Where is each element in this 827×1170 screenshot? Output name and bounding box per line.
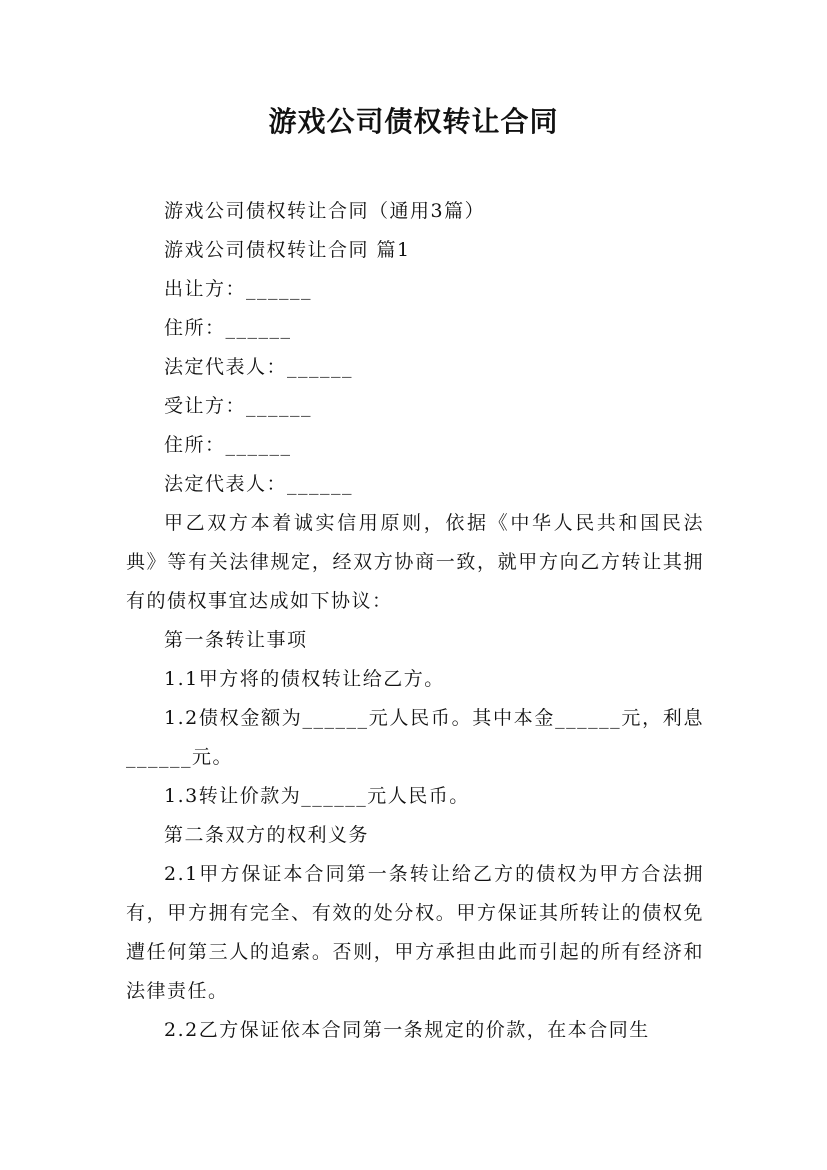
paragraph-transferor-representative: 法定代表人：______ xyxy=(164,356,354,378)
paragraph-article-2-heading: 第二条双方的权利义务 xyxy=(164,824,370,846)
paragraph-clause-2-2: 2.2乙方保证依本合同第一条规定的价款，在本合同生 xyxy=(164,1019,650,1041)
paragraph-preamble: 甲乙双方本着诚实信用原则，依据《中华人民共和国民法典》等有关法律规定，经双方协商一致，就甲方向乙方转让其拥有的债权事宜达成如下协议： xyxy=(126,512,704,612)
paragraph-transferee-representative: 法定代表人：______ xyxy=(164,473,354,495)
paragraph-article-1-heading: 第一条转让事项 xyxy=(164,629,308,651)
paragraph-clause-2-1: 2.1甲方保证本合同第一条转让给乙方的债权为甲方合法拥有，甲方拥有完全、有效的处分权。甲方保证其所转让的债权免遭任何第三人的追索。否则，甲方承担由此而引起的所有经济和法律责任。 xyxy=(126,863,704,1002)
paragraph-transferor: 出让方：______ xyxy=(164,278,313,300)
paragraph-clause-1-3: 1.3转让价款为______元人民币。 xyxy=(164,785,470,807)
paragraph-transferee: 受让方：______ xyxy=(164,395,313,417)
paragraph-transferee-address: 住所：______ xyxy=(164,434,292,456)
paragraph-section-heading: 游戏公司债权转让合同 篇1 xyxy=(164,239,411,261)
paragraph-transferor-address: 住所：______ xyxy=(164,317,292,339)
paragraph-clause-1-1: 1.1甲方将的债权转让给乙方。 xyxy=(164,668,445,690)
paragraph-clause-1-2: 1.2债权金额为______元人民币。其中本金______元，利息______元。 xyxy=(126,707,704,768)
paragraph-subtitle: 游戏公司债权转让合同（通用3篇） xyxy=(164,200,486,222)
document-body xyxy=(126,192,704,1050)
document-title: 游戏公司债权转让合同 xyxy=(268,105,559,138)
